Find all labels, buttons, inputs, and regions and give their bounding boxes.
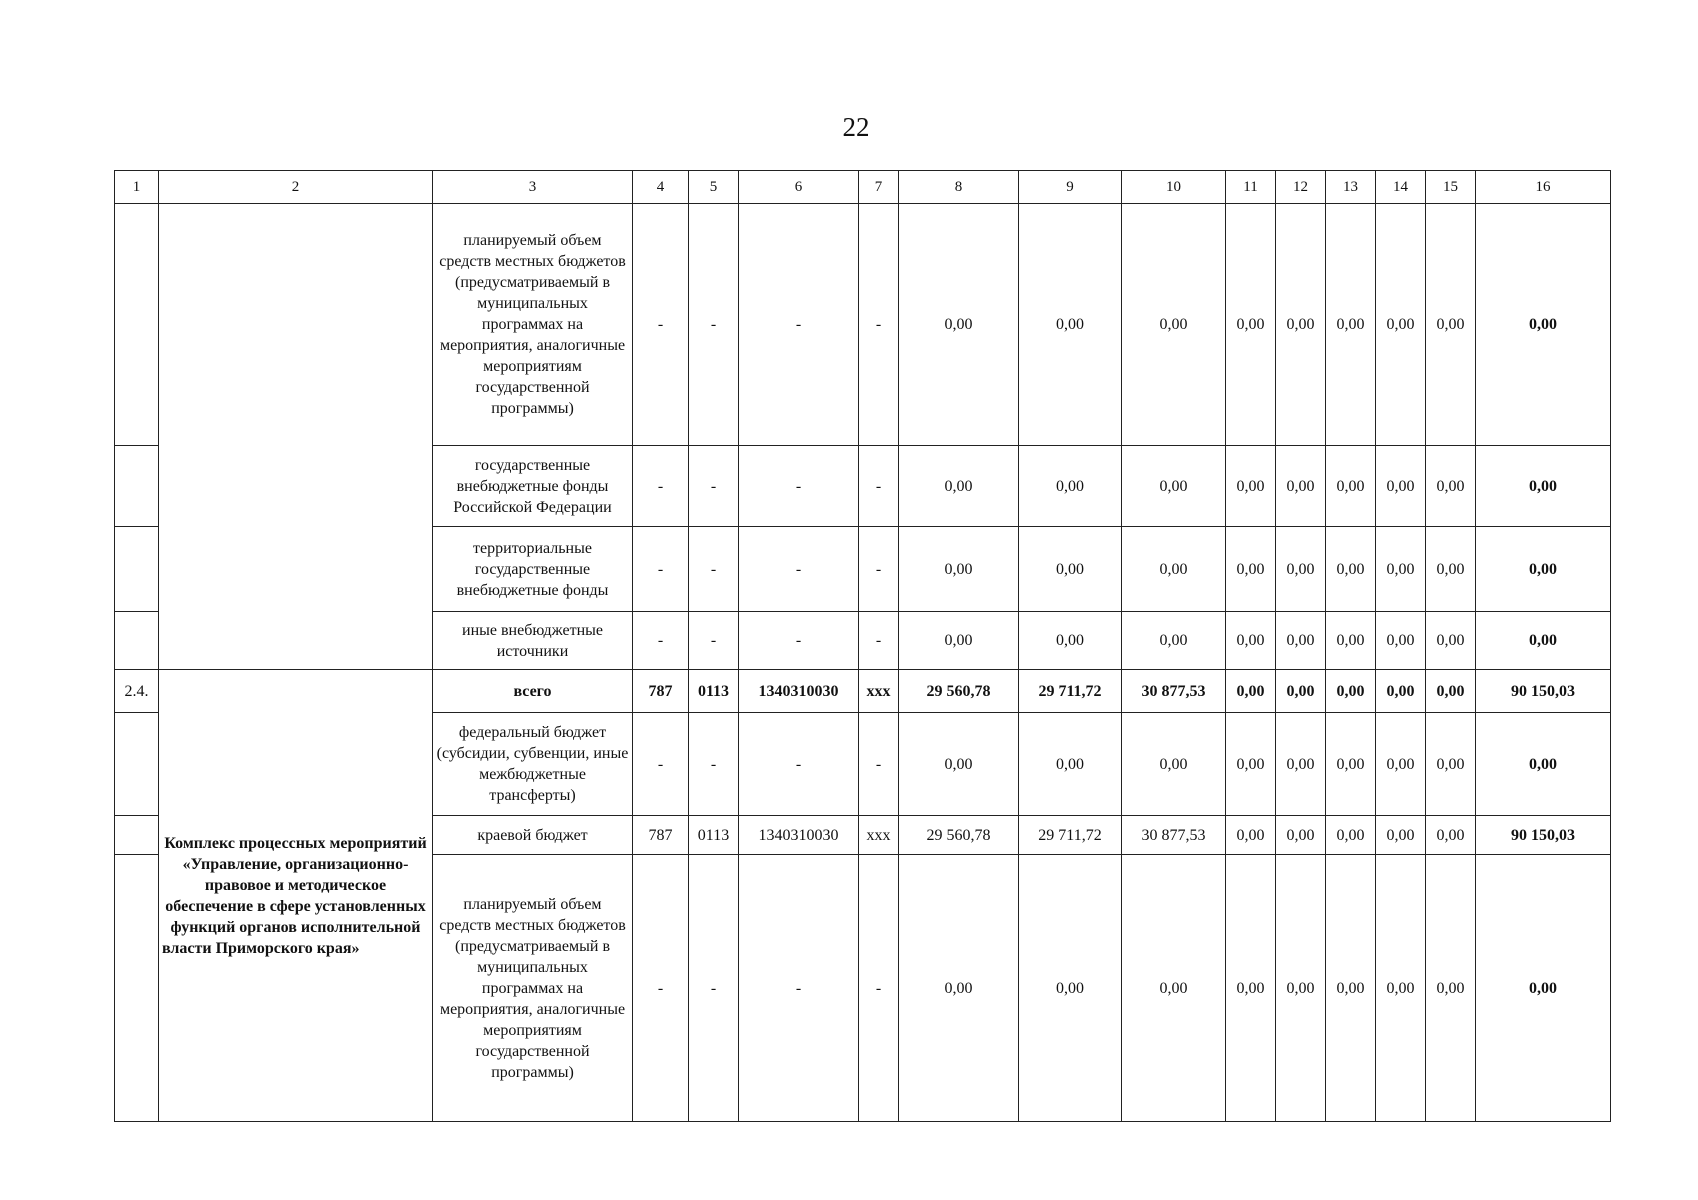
- header-row: [115, 171, 1611, 204]
- value-cell: -: [633, 713, 689, 816]
- value-cell: 0,00: [1376, 713, 1426, 816]
- source-cell: краевой бюджет: [433, 816, 633, 855]
- value-cell: 0,00: [1019, 527, 1122, 612]
- column-header: 6: [739, 171, 859, 204]
- value-cell: 0,00: [1376, 446, 1426, 527]
- value-cell: 0,00: [1326, 816, 1376, 855]
- value-cell: -: [859, 527, 899, 612]
- value-cell: 0,00: [1122, 713, 1226, 816]
- value-cell: -: [689, 527, 739, 612]
- value-cell: 0,00: [899, 527, 1019, 612]
- value-cell: 0,00: [1276, 670, 1326, 713]
- column-header: 11: [1226, 171, 1276, 204]
- value-cell: 0,00: [1426, 816, 1476, 855]
- value-cell: 0,00: [1226, 855, 1276, 1122]
- source-cell: государственные внебюджетные фонды Российской Федерации: [433, 446, 633, 527]
- value-cell: 0,00: [1326, 446, 1376, 527]
- value-cell: -: [739, 446, 859, 527]
- value-cell: 0,00: [1326, 855, 1376, 1122]
- value-cell: 30 877,53: [1122, 670, 1226, 713]
- value-cell: 29 560,78: [899, 816, 1019, 855]
- column-header: 3: [433, 171, 633, 204]
- value-cell: -: [739, 204, 859, 446]
- source-cell: федеральный бюджет (субсидии, субвенции, иные межбюджетные трансферты): [433, 713, 633, 816]
- value-cell: 0,00: [1276, 713, 1326, 816]
- value-cell: -: [739, 527, 859, 612]
- column-header: 16: [1476, 171, 1611, 204]
- column-header: 7: [859, 171, 899, 204]
- value-cell: 0,00: [899, 204, 1019, 446]
- value-cell: -: [859, 612, 899, 670]
- index-cell: [115, 713, 159, 816]
- value-cell: 0,00: [1426, 670, 1476, 713]
- value-cell: 0113: [689, 816, 739, 855]
- value-cell: 0,00: [1226, 713, 1276, 816]
- value-cell: -: [739, 855, 859, 1122]
- value-cell: -: [633, 612, 689, 670]
- column-header: 10: [1122, 171, 1226, 204]
- value-cell: 0,00: [1376, 670, 1426, 713]
- value-cell: 0,00: [1019, 713, 1122, 816]
- value-cell: 1340310030: [739, 670, 859, 713]
- value-cell: -: [633, 204, 689, 446]
- source-cell: планируемый объем средств местных бюджетов (предусматриваемый в муниципальных программах на мероприятия, аналогичные мероприятиям государственной программы): [433, 204, 633, 446]
- value-cell: 0,00: [1122, 527, 1226, 612]
- value-cell: 0,00: [1326, 527, 1376, 612]
- total-cell: 0,00: [1476, 713, 1611, 816]
- total-cell: 90 150,03: [1476, 670, 1611, 713]
- value-cell: 0,00: [1376, 612, 1426, 670]
- value-cell: 0,00: [1376, 816, 1426, 855]
- total-cell: 0,00: [1476, 204, 1611, 446]
- value-cell: 0,00: [1276, 816, 1326, 855]
- table-row: [115, 204, 1611, 446]
- value-cell: -: [633, 527, 689, 612]
- budget-table: [114, 170, 1611, 1122]
- value-cell: -: [859, 446, 899, 527]
- value-cell: 0,00: [1122, 855, 1226, 1122]
- value-cell: ххх: [859, 816, 899, 855]
- value-cell: -: [689, 713, 739, 816]
- total-cell: 0,00: [1476, 527, 1611, 612]
- total-cell: 0,00: [1476, 855, 1611, 1122]
- value-cell: 0,00: [1426, 713, 1476, 816]
- value-cell: 0,00: [1376, 527, 1426, 612]
- column-header: 15: [1426, 171, 1476, 204]
- value-cell: 0,00: [1226, 204, 1276, 446]
- value-cell: 0,00: [1376, 855, 1426, 1122]
- value-cell: -: [689, 855, 739, 1122]
- column-header: 5: [689, 171, 739, 204]
- index-cell: [115, 527, 159, 612]
- column-header: 4: [633, 171, 689, 204]
- total-cell: 0,00: [1476, 446, 1611, 527]
- column-header: 13: [1326, 171, 1376, 204]
- value-cell: 0113: [689, 670, 739, 713]
- value-cell: 0,00: [1426, 446, 1476, 527]
- column-header: 1: [115, 171, 159, 204]
- value-cell: 0,00: [1326, 204, 1376, 446]
- value-cell: 787: [633, 816, 689, 855]
- source-cell: планируемый объем средств местных бюджетов (предусматриваемый в муниципальных программах на мероприятия, аналогичные мероприятиям государственной программы): [433, 855, 633, 1122]
- value-cell: 0,00: [1226, 527, 1276, 612]
- description-cell: [159, 204, 433, 670]
- value-cell: 29 560,78: [899, 670, 1019, 713]
- total-cell: 0,00: [1476, 612, 1611, 670]
- value-cell: 0,00: [1019, 612, 1122, 670]
- table-row: [115, 670, 1611, 713]
- value-cell: -: [739, 713, 859, 816]
- page-number: 22: [842, 112, 870, 142]
- value-cell: 0,00: [1122, 446, 1226, 527]
- source-cell: территориальные государственные внебюджетные фонды: [433, 527, 633, 612]
- value-cell: 0,00: [1276, 446, 1326, 527]
- value-cell: 0,00: [1426, 855, 1476, 1122]
- value-cell: -: [859, 855, 899, 1122]
- value-cell: 0,00: [899, 612, 1019, 670]
- value-cell: -: [689, 612, 739, 670]
- index-cell: [115, 204, 159, 446]
- value-cell: 0,00: [899, 713, 1019, 816]
- value-cell: 0,00: [1426, 612, 1476, 670]
- column-header: 2: [159, 171, 433, 204]
- value-cell: ххх: [859, 670, 899, 713]
- column-header: 12: [1276, 171, 1326, 204]
- index-cell: [115, 816, 159, 855]
- value-cell: -: [689, 204, 739, 446]
- value-cell: -: [859, 204, 899, 446]
- source-cell: всего: [433, 670, 633, 713]
- value-cell: 0,00: [1019, 855, 1122, 1122]
- description-cell: Комплекс процессных мероприятий «Управление, организационно-правовое и методическое обеспечение в сфере установленных функций органов исполнительной власти Приморского края»: [159, 670, 433, 1122]
- value-cell: 0,00: [1226, 670, 1276, 713]
- value-cell: 29 711,72: [1019, 816, 1122, 855]
- source-cell: иные внебюджетные источники: [433, 612, 633, 670]
- value-cell: 0,00: [1019, 446, 1122, 527]
- value-cell: 0,00: [1226, 612, 1276, 670]
- value-cell: -: [633, 855, 689, 1122]
- value-cell: -: [739, 612, 859, 670]
- value-cell: 0,00: [1426, 527, 1476, 612]
- total-cell: 90 150,03: [1476, 816, 1611, 855]
- column-header: 14: [1376, 171, 1426, 204]
- value-cell: 0,00: [1326, 612, 1376, 670]
- column-header: 8: [899, 171, 1019, 204]
- value-cell: 0,00: [1226, 816, 1276, 855]
- value-cell: 0,00: [1376, 204, 1426, 446]
- value-cell: 30 877,53: [1122, 816, 1226, 855]
- value-cell: 0,00: [899, 855, 1019, 1122]
- value-cell: 1340310030: [739, 816, 859, 855]
- value-cell: 0,00: [1276, 527, 1326, 612]
- value-cell: 0,00: [1276, 204, 1326, 446]
- value-cell: -: [689, 446, 739, 527]
- value-cell: -: [859, 713, 899, 816]
- value-cell: 0,00: [1326, 670, 1376, 713]
- value-cell: 0,00: [1226, 446, 1276, 527]
- value-cell: -: [633, 446, 689, 527]
- value-cell: 0,00: [1426, 204, 1476, 446]
- value-cell: 787: [633, 670, 689, 713]
- index-cell: [115, 446, 159, 527]
- value-cell: 0,00: [1276, 855, 1326, 1122]
- value-cell: 0,00: [1276, 612, 1326, 670]
- value-cell: 0,00: [1019, 204, 1122, 446]
- index-cell: 2.4.: [115, 670, 159, 713]
- index-cell: [115, 855, 159, 1122]
- value-cell: 0,00: [1122, 204, 1226, 446]
- value-cell: 0,00: [1122, 612, 1226, 670]
- value-cell: 0,00: [1326, 713, 1376, 816]
- value-cell: 0,00: [899, 446, 1019, 527]
- index-cell: [115, 612, 159, 670]
- column-header: 9: [1019, 171, 1122, 204]
- value-cell: 29 711,72: [1019, 670, 1122, 713]
